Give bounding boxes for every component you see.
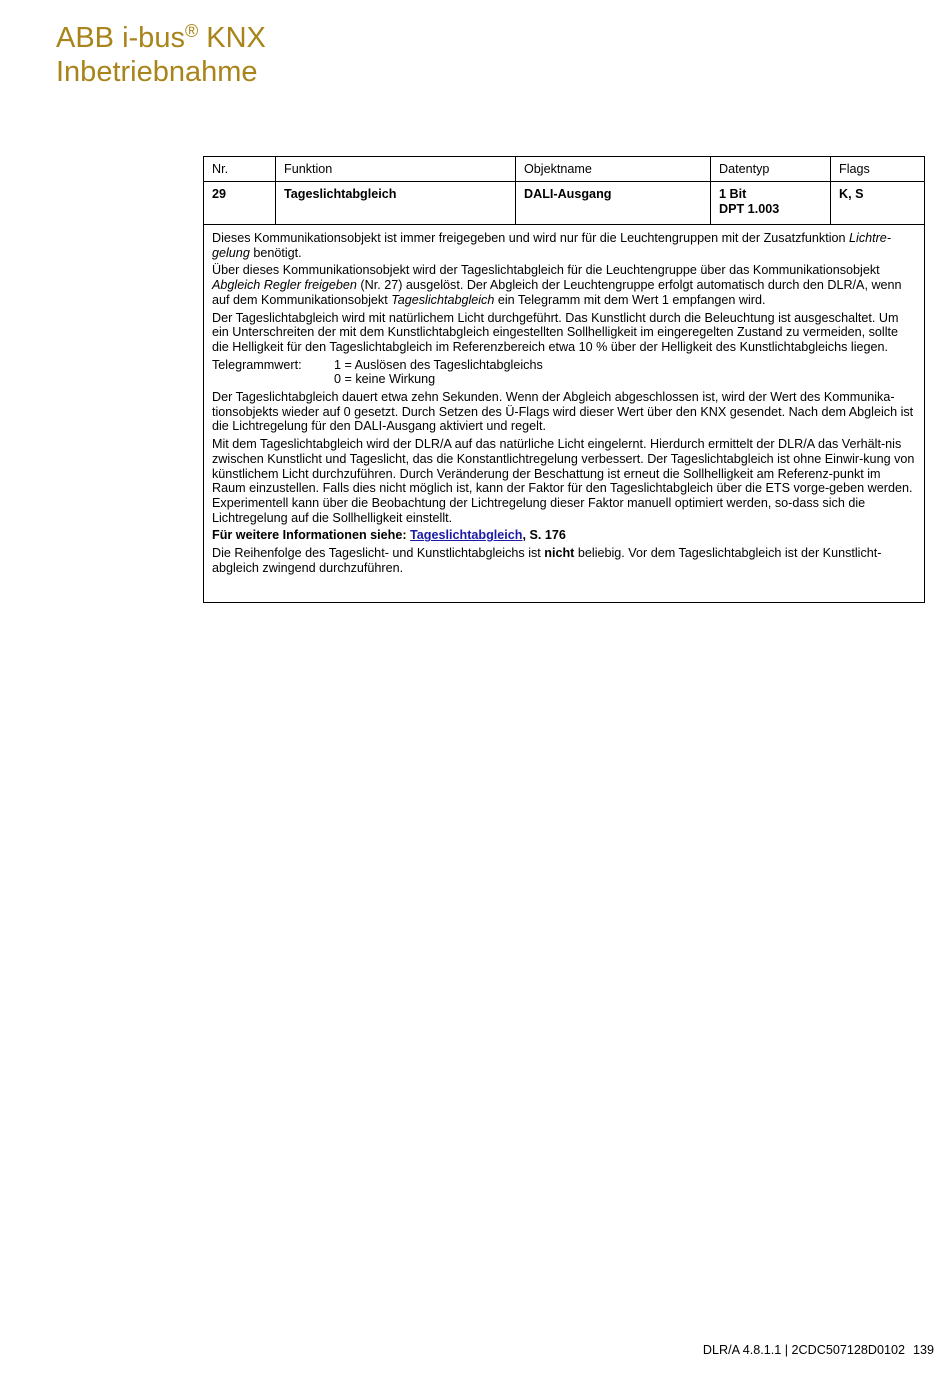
document-header <box>56 14 266 89</box>
cell-objektname: DALI-Ausgang <box>516 182 711 224</box>
reference-line: Für weitere Informationen siehe: Tageslichtabgleich, S. 176 <box>212 528 566 543</box>
table-header-row <box>204 157 924 182</box>
desc-paragraph-5: Mit dem Tageslichtabgleich wird der DLR/A auf das natürliche Licht eingelernt. Hierdurch ermittelt der DLR/A das Verhält-nis zwischen Kunstlicht und Tageslicht, das die Konstantlichtregelung verbessert. Der Tageslichtabgleich ist ohne Einwir-kung von künstlichem Licht durchzuführen. Durch Veränderung der Beschattung ist erneut die Sollhelligkeit am Referenz-punkt im Raum einzustellen. Falls dies nicht möglich ist, kann der Faktor für den Tageslichtabgleich über die ETS vorge-geben werden. Experimentell kann über die Beobachtung der Lichtregelung dieser Faktor manuell optimiert werden, so-dass sich die Lichtregelung auf die Sollhelligkeit einstellt. <box>212 437 915 525</box>
telegram-value-0: 0 = keine Wirkung <box>334 372 436 387</box>
datentyp-size: 1 Bit <box>719 187 747 201</box>
col-header-objektname: Objektname <box>516 157 711 181</box>
footer-doc-id: DLR/A 4.8.1.1 | 2CDC507128D0102 <box>702 1343 905 1357</box>
col-header-datentyp: Datentyp <box>711 157 831 181</box>
cell-funktion: Tageslichtabgleich <box>276 182 516 224</box>
header-title-main: ABB i-bus <box>56 22 185 54</box>
telegram-value-1: 1 = Auslösen des Tageslichtabgleichs <box>334 357 543 372</box>
page-footer <box>703 1343 934 1357</box>
desc-paragraph-3: Der Tageslichtabgleich wird mit natürlichem Licht durchgeführt. Das Kunstlicht durch die Beleuchtung ist ausgeschaltet. Um ein Unterschreiten der mit dem Kunstlichtabgleich eingestellten Sollhelligkeit im eingeregelten Zustand zu vermeiden, sollte die Helligkeit für den Tageslichtabgleich im Referenzbereich etwa 10 % über der Helligkeit des Kunstlichtabgleichs liegen. <box>212 310 899 354</box>
telegram-values <box>334 358 543 387</box>
desc-paragraph-6: Die Reihenfolge des Tageslicht- und Kunstlichtabgleichs ist nicht beliebig. Vor dem Tageslichtabgleich ist der Kunstlicht-abgleich zwingend durchzuführen. <box>212 546 882 575</box>
datentyp-dpt: DPT 1.003 <box>719 202 780 216</box>
col-header-funktion: Funktion <box>276 157 516 181</box>
table-row <box>204 182 924 225</box>
registered-mark: ® <box>184 21 199 41</box>
header-title-suffix: KNX <box>198 22 266 54</box>
desc-paragraph-1: Dieses Kommunikationsobjekt ist immer freigegeben und wird nur für die Leuchtengruppen mit der Zusatzfunktion Lichtre-gelung benötigt. <box>212 231 892 260</box>
cell-flags: K, S <box>839 187 864 201</box>
header-title <box>56 14 266 55</box>
object-description <box>204 225 924 602</box>
col-header-flags: Flags <box>839 162 870 176</box>
reference-link[interactable]: Tageslichtabgleich <box>410 528 523 543</box>
cell-nr: 29 <box>204 182 276 224</box>
cell-datentyp <box>711 182 831 224</box>
desc-paragraph-2: Über dieses Kommunikationsobjekt wird der Tageslichtabgleich für die Leuchtengruppe über das Kommunikationsobjekt Abgleich Regler freigeben (Nr. 27) ausgelöst. Der Abgleich der Leuchtengruppe erfolgt automatisch durch den DLR/A, wenn auf dem Kommunikationsobjekt Tageslichtabgleich ein Telegramm mit dem Wert 1 empfangen wird. <box>212 263 902 307</box>
telegram-value-block <box>212 358 916 387</box>
page-number: 139 <box>912 1343 934 1357</box>
col-header-nr: Nr. <box>204 157 276 181</box>
header-subtitle: Inbetriebnahme <box>56 56 258 88</box>
communication-object-table <box>203 156 925 603</box>
desc-paragraph-4: Der Tageslichtabgleich dauert etwa zehn Sekunden. Wenn der Abgleich abgeschlossen ist, wird der Wert des Kommunika-tionsobjekts wieder auf 0 gesetzt. Durch Setzen des Ü-Flags wird dieser Wert über den KNX gesendet. Nach dem Abgleich ist die Lichtregelung für den DALI-Ausgang aktiviert und regelt. <box>212 390 914 434</box>
telegram-value-label: Telegrammwert: <box>212 357 302 372</box>
